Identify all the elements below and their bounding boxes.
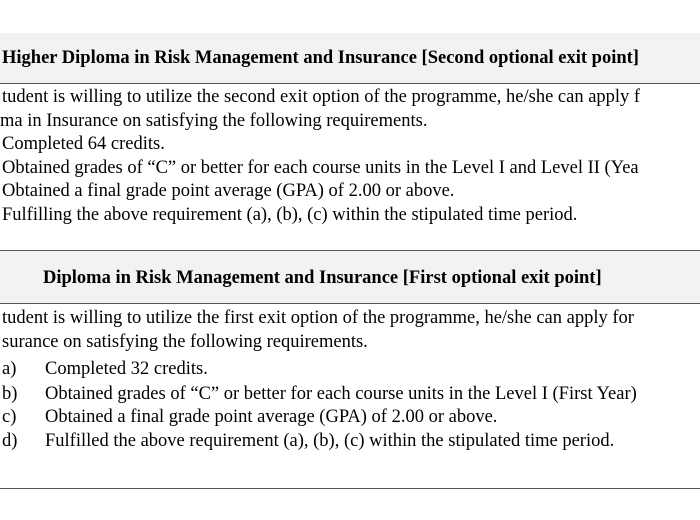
requirement-item: Obtained grades of “C” or better for each course units in the Level I and Level II (Yea (2, 158, 639, 178)
divider (0, 488, 700, 489)
section-heading-diploma: Diploma in Risk Management and Insurance [First optional exit point] (43, 268, 602, 288)
requirement-marker: c) (2, 407, 17, 427)
requirement-item: Fulfilling the above requirement (a), (b), (c) within the stipulated time period. (2, 205, 578, 225)
divider (0, 83, 700, 84)
requirement-item: Obtained grades of “C” or better for each course units in the Level I (First Year) (45, 384, 637, 404)
requirement-marker: b) (2, 384, 18, 404)
section-heading-higher-diploma: Higher Diploma in Risk Management and Insurance [Second optional exit point] (2, 48, 639, 68)
requirement-marker: d) (2, 431, 18, 451)
requirement-item: Obtained a final grade point average (GPA) of 2.00 or above. (45, 407, 498, 427)
requirement-item: Fulfilled the above requirement (a), (b), (c) within the stipulated time period. (45, 431, 615, 451)
intro-text-line: tudent is willing to utilize the second exit option of the programme, he/she can apply f (2, 87, 641, 107)
intro-text-line: tudent is willing to utilize the first exit option of the programme, he/she can apply for (2, 308, 634, 328)
intro-text-line: ma in Insurance on satisfying the following requirements. (0, 111, 428, 131)
intro-text-line: surance on satisfying the following requirements. (2, 332, 368, 352)
requirement-item: Obtained a final grade point average (GPA) of 2.00 or above. (2, 181, 455, 201)
requirement-item: Completed 32 credits. (45, 359, 208, 379)
divider (0, 303, 700, 304)
requirement-item: Completed 64 credits. (2, 134, 165, 154)
requirement-marker: a) (2, 359, 17, 379)
